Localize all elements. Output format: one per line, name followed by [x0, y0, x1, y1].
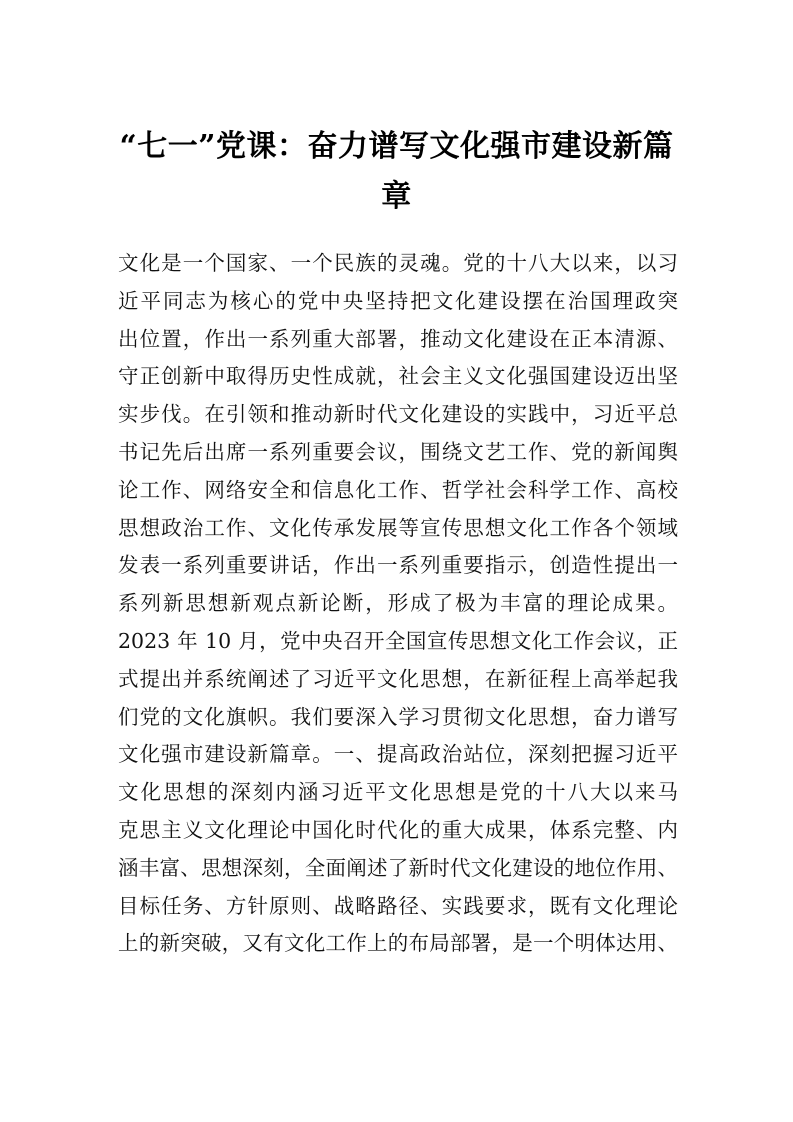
document-body	[118, 245, 678, 963]
body-line: 实步伐。在引领和推动新时代文化建设的实践中，习近平总	[118, 402, 678, 427]
body-line: 们党的文化旗帜。我们要深入学习贯彻文化思想，奋力谱写	[118, 704, 678, 729]
body-line: 论工作、网络安全和信息化工作、哲学社会科学工作、高校	[118, 477, 678, 502]
body-line: 守正创新中取得历史性成就，社会主义文化强国建设迈出坚	[118, 364, 678, 389]
body-line: 发表一系列重要讲话，作出一系列重要指示，创造性提出一	[118, 553, 678, 578]
body-line: 上的新突破，又有文化工作上的布局部署，是一个明体达用、	[118, 931, 678, 956]
body-line: 目标任务、方针原则、战略路径、实践要求，既有文化理论	[118, 893, 678, 918]
title-line: “七一”党课：奋力谱写文化强市建设新篇	[119, 129, 674, 164]
body-line: 近平同志为核心的党中央坚持把文化建设摆在治国理政突	[118, 288, 678, 313]
body-line: 克思主义文化理论中国化时代化的重大成果，体系完整、内	[118, 817, 678, 842]
document-title	[110, 122, 683, 222]
body-line: 涵丰富、思想深刻，全面阐述了新时代文化建设的地位作用、	[118, 855, 678, 880]
body-line: 书记先后出席一系列重要会议，围绕文艺工作、党的新闻舆	[118, 439, 678, 464]
title-line: 章	[381, 179, 412, 214]
body-line: 文化思想的深刻内涵习近平文化思想是党的十八大以来马	[118, 780, 678, 805]
body-line: 系列新思想新观点新论断，形成了极为丰富的理论成果。	[118, 591, 678, 616]
body-line: 文化是一个国家、一个民族的灵魂。党的十八大以来，以习	[118, 251, 678, 275]
body-line: 式提出并系统阐述了习近平文化思想，在新征程上高举起我	[118, 666, 678, 691]
body-line: 2023 年 10 月，党中央召开全国宣传思想文化工作会议，正	[118, 628, 678, 653]
body-line: 出位置，作出一系列重大部署，推动文化建设在正本清源、	[118, 326, 678, 351]
body-line: 思想政治工作、文化传承发展等宣传思想文化工作各个领域	[118, 515, 678, 540]
body-line: 文化强市建设新篇章。一、提高政治站位，深刻把握习近平	[118, 742, 678, 767]
